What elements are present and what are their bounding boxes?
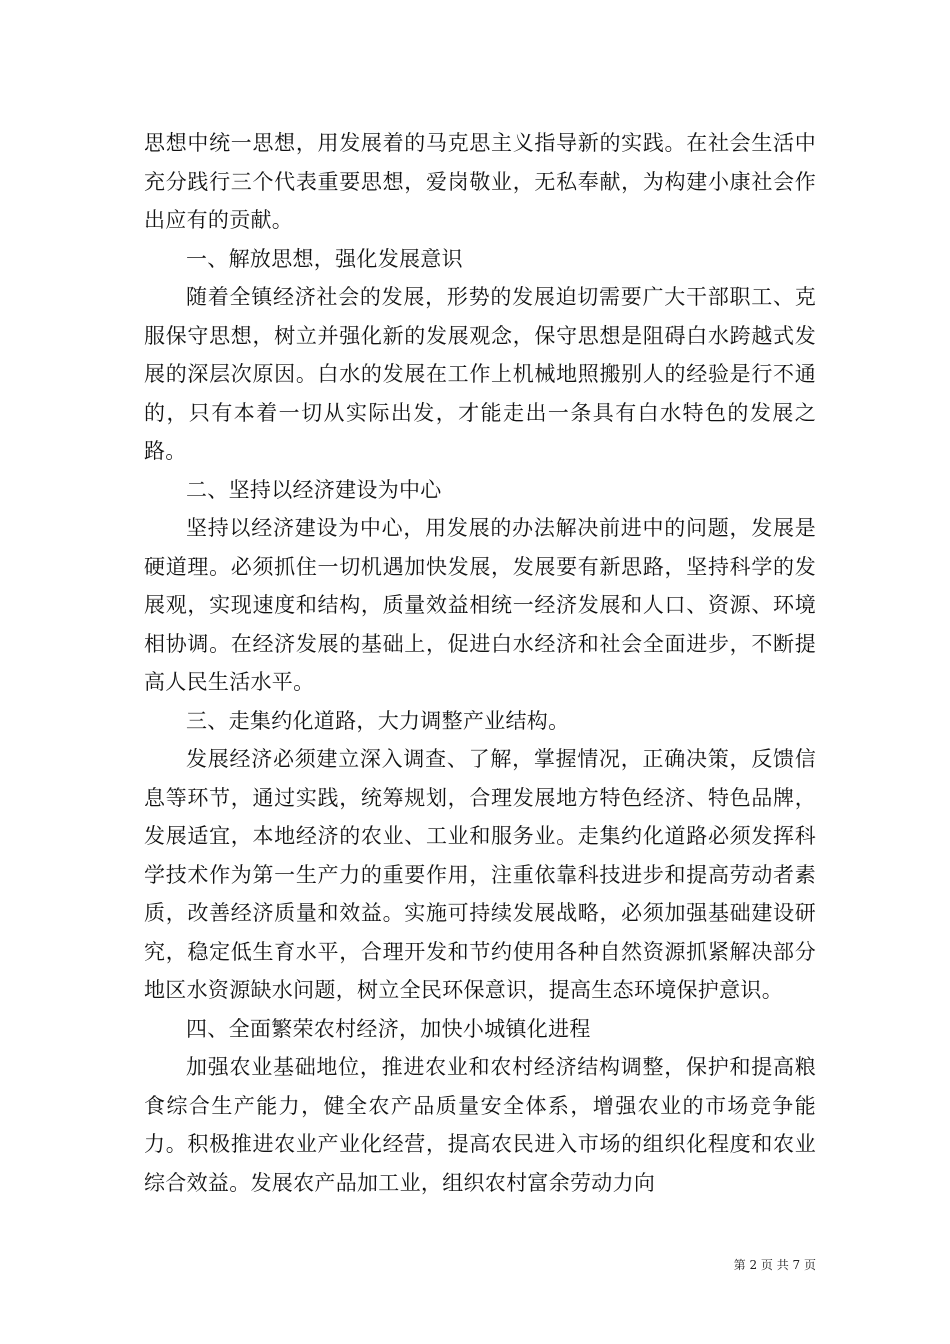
paragraph-section-3: 发展经济必须建立深入调查、了解，掌握情况，正确决策，反馈信息等环节，通过实践，统筹规划，合理发展地方特色经济、特色品牌，发展适宜，本地经济的农业、工业和服务业。走集约化道路必须发挥科学技术作为第一生产力的重要作用，注重依靠科技进步和提高劳动者素质，改善经济质量和效益。实施可持续发展战略，必须加强基础建设研究，稳定低生育水平，合理开发和节约使用各种自然资源抓紧解决部分地区水资源缺水问题，树立全民环保意识，提高生态环境保护意识。 [144,747,816,1002]
document-body [144,124,816,1202]
page-number-footer: 第 2 页 共 7 页 [733,1258,816,1272]
section-heading-3: 三、走集约化道路，大力调整产业结构。 [186,708,570,733]
paragraph-continuation: 思想中统一思想，用发展着的马克思主义指导新的实践。在社会生活中充分践行三个代表重要思想，爱岗敬业，无私奉献，为构建小康社会作出应有的贡献。 [144,131,816,232]
section-heading-2: 二、坚持以经济建设为中心 [186,477,442,502]
paragraph-section-1: 随着全镇经济社会的发展，形势的发展迫切需要广大干部职工、克服保守思想，树立并强化新的发展观念，保守思想是阻碍白水跨越式发展的深层次原因。白水的发展在工作上机械地照搬别人的经验是行不通的，只有本着一切从实际出发，才能走出一条具有白水特色的发展之路。 [144,285,816,463]
paragraph-section-2: 坚持以经济建设为中心，用发展的办法解决前进中的问题，发展是硬道理。必须抓住一切机遇加快发展，发展要有新思路，坚持科学的发展观，实现速度和结构，质量效益相统一经济发展和人口、资源、环境相协调。在经济发展的基础上，促进白水经济和社会全面进步，不断提高人民生活水平。 [144,516,816,694]
section-heading-4: 四、全面繁荣农村经济，加快小城镇化进程 [186,1016,591,1041]
section-heading-1: 一、解放思想，强化发展意识 [186,246,463,271]
paragraph-section-4: 加强农业基础地位，推进农业和农村经济结构调整，保护和提高粮食综合生产能力，健全农产品质量安全体系，增强农业的市场竞争能力。积极推进农业产业化经营，提高农民进入市场的组织化程度和农业综合效益。发展农产品加工业，组织农村富余劳动力向 [144,1055,816,1195]
